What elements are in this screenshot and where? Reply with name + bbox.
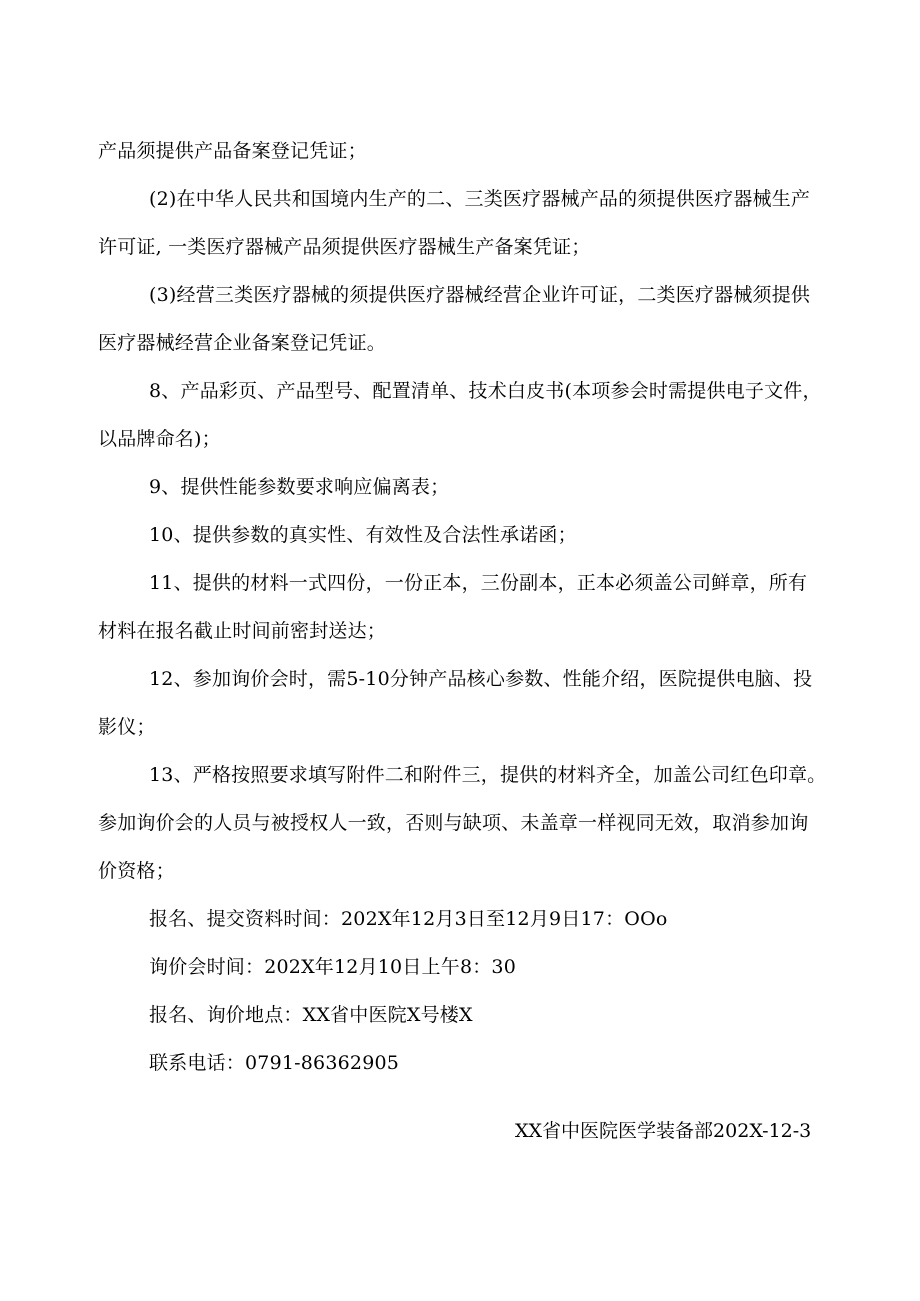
paragraph-line: 影仪； [98, 716, 156, 738]
paragraph-line: 以品牌命名)； [98, 428, 221, 450]
paragraph-line: (3)经营三类医疗器械的须提供医疗器械经营企业许可证，二类医疗器械须提供 [149, 284, 811, 306]
document-body [98, 127, 838, 1087]
paragraph-line: 13、严格按照要求填写附件二和附件三，提供的材料齐全，加盖公司红色印章。 [149, 764, 827, 786]
paragraph-line: 价资格； [98, 860, 175, 882]
paragraph-line: 材料在报名截止时间前密封送达； [98, 620, 387, 642]
paragraph-line: 许可证, 一类医疗器械产品须提供医疗器械生产备案凭证； [98, 236, 591, 258]
location-line: 报名、询价地点：XX省中医院X号楼X [149, 1004, 473, 1026]
inquiry-meeting-time-line: 询价会时间：202X年12月10日上午8：30 [149, 956, 517, 978]
paragraph-line: 8、产品彩页、产品型号、配置清单、技术白皮书(本项参会时需提供电子文件， [149, 380, 822, 402]
document-signature: XX省中医院医学装备部202X-12-3 [515, 1120, 812, 1142]
paragraph-line: 12、参加询价会时，需5-10分钟产品核心参数、性能介绍，医院提供电脑、投 [149, 668, 813, 690]
paragraph-line: 11、提供的材料一式四份，一份正本，三份副本，正本必须盖公司鲜章，所有 [149, 572, 808, 594]
paragraph-line: 参加询价会的人员与被授权人一致，否则与缺项、未盖章一样视同无效，取消参加询 [98, 812, 809, 834]
paragraph-line: 医疗器械经营企业备案登记凭证。 [98, 332, 387, 354]
registration-time-line: 报名、提交资料时间：202X年12月3日至12月9日17：OOo [149, 908, 668, 930]
contact-phone-line: 联系电话：0791-86362905 [149, 1052, 400, 1074]
paragraph-line: 产品须提供产品备案登记凭证； [98, 140, 367, 162]
paragraph-line: 9、提供性能参数要求响应偏离表； [149, 476, 450, 498]
paragraph-line: 10、提供参数的真实性、有效性及合法性承诺函； [149, 524, 577, 546]
paragraph-line: (2)在中华人民共和国境内生产的二、三类医疗器械产品的须提供医疗器械生产 [149, 188, 811, 210]
